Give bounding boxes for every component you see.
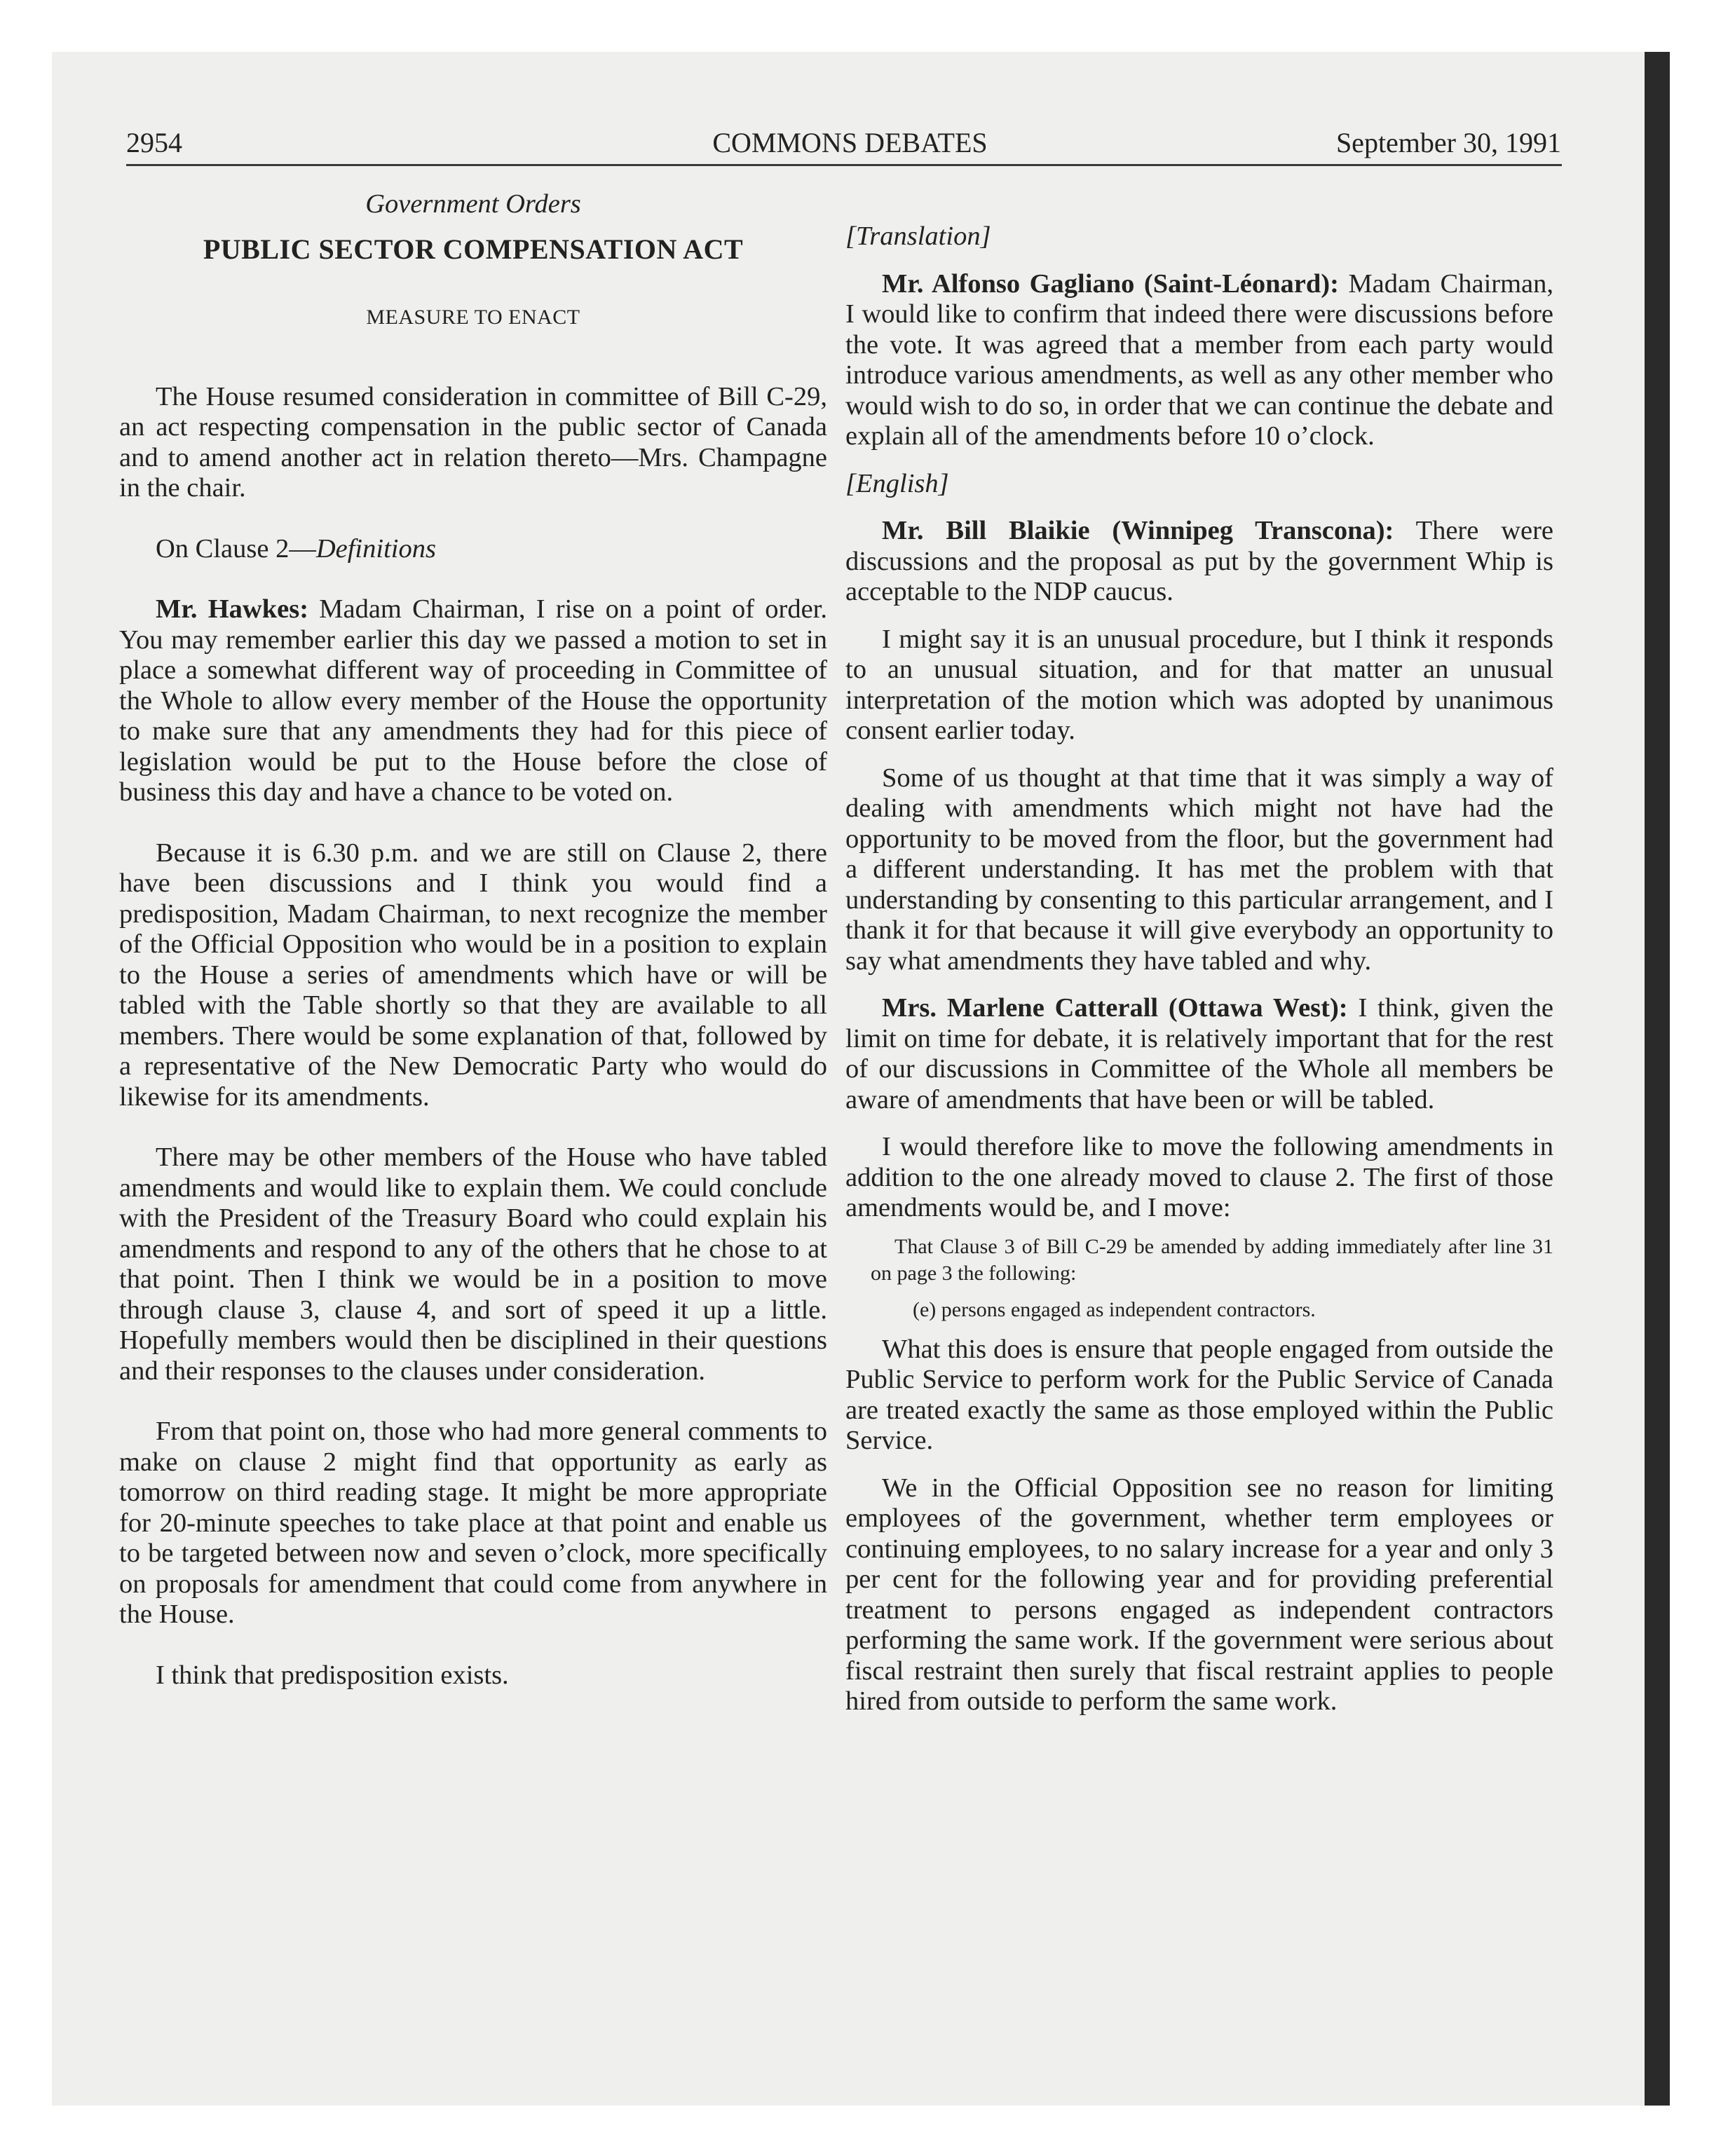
paragraph: Some of us thought at that time that it was simply a way of dealing with amendments which might not have had the opportunity to be moved from the floor, but the government had a different understanding. It has met the problem with that understanding by consenting to this particular arrangement, and I thank it for that because it will give everybody an opportunity to say what amendments they have tabled and why.	[845, 763, 1553, 976]
speaker-name: Mrs. Marlene Catterall (Ottawa West):	[882, 993, 1348, 1023]
paragraph: There may be other members of the House who have tabled amendments and would like to explain them. We could conclude with the President of the Treasury Board who could explain his amendments and respond to any of the others that he chose to at that point. Then I think we would be in a position to move through clause 3, clause 4, and sort of speed it up a little. Hopefully members would then be disciplined in their questions and their responses to the clauses under consideration.	[119, 1142, 827, 1386]
page-number: 2954	[126, 127, 182, 158]
header-rule	[126, 164, 1562, 166]
intro-paragraph: The House resumed consideration in committee of Bill C-29, an act respecting compensation in the public sector of Canada and to amend another act in relation thereto—Mrs. Champagne in the chair.	[119, 381, 827, 503]
amendment-item: (e) persons engaged as independent contractors.	[913, 1297, 1316, 1321]
paragraph: I might say it is an unusual procedure, but I think it responds to an unusual situation, and for that matter an unusual interpretation of the motion which was adopted by unanimous consent earlier today.	[845, 624, 1553, 745]
paragraph: I would therefore like to move the following amendments in addition to the one already moved to clause 2. The first of those amendments would be, and I move:	[845, 1132, 1553, 1222]
paragraph-blaikie: Mr. Bill Blaikie (Winnipeg Transcona): There were discussions and the proposal as put by the government Whip is acceptable to the NDP caucus.	[845, 516, 1553, 606]
paragraph: I think that predisposition exists.	[156, 1660, 509, 1690]
speaker-name: Mr. Alfonso Gagliano (Saint-Léonard):	[882, 268, 1339, 299]
paragraph-hawkes: Mr. Hawkes: Madam Chairman, I rise on a point of order. You may remember earlier this day we passed a motion to set in place a somewhat different way of proceeding in Committee of the Whole to allow every member of the House the opportunity to make sure that any amendments they had for this piece of legislation would be put to the House before the close of business this day and have a chance to be voted on.	[119, 594, 827, 807]
paragraph: Because it is 6.30 p.m. and we are still on Clause 2, there have been discussions and I think you would find a predisposition, Madam Chairman, to next recognize the member of the Official Opposition who would be in a position to explain to the House a series of amendments which have or will be tabled with the Table shortly so that they are available to all members. There would be some explanation of that, followed by a representative of the New Democratic Party who would do likewise for its amendments.	[119, 838, 827, 1112]
paragraph: We in the Official Opposition see no reason for limiting employees of the government, whether term employees or continuing employees, to no salary increase for a year and only 3 per cent for the following year and for providing preferential treatment to persons engaged as independent contractors performing the same work. If the government were serious about fiscal restraint then surely that fiscal restraint applies to people hired from outside to perform the same work.	[845, 1473, 1553, 1716]
bill-title: PUBLIC SECTOR COMPENSATION ACT	[203, 233, 744, 265]
language-marker: [English]	[845, 468, 949, 498]
speaker-name: Mr. Hawkes:	[156, 594, 309, 624]
header-date: September 30, 1991	[1335, 127, 1561, 158]
left-column	[119, 189, 827, 1721]
bill-subtitle: MEASURE TO ENACT	[366, 306, 580, 329]
right-column	[845, 189, 1553, 1734]
speaker-name: Mr. Bill Blaikie (Winnipeg Transcona):	[882, 516, 1394, 545]
scan-edge-bar	[1645, 52, 1670, 2106]
amendment-quote: That Clause 3 of Bill C-29 be amended by adding immediately after line 31 on page 3 the following:	[871, 1234, 1553, 1285]
paragraph: From that point on, those who had more general comments to make on clause 2 might find that opportunity as early as tomorrow on third reading stage. It might be more appropriate for 20-minute speeches to take place at that point and enable us to be targeted between now and seven o’clock, more specifically on proposals for amendment that could come from anywhere in the House.	[119, 1417, 827, 1629]
language-marker: [Translation]	[845, 221, 991, 251]
paragraph-gagliano: Mr. Alfonso Gagliano (Saint-Léonard): Madam Chairman, I would like to confirm that indeed there were discussions before the vote. It was agreed that a member from each party would introduce various amendments, as well as any other member who would wish to do so, in order that we can continue the debate and explain all of the amendments before 10 o’clock.	[845, 268, 1553, 451]
running-header-title: COMMONS DEBATES	[712, 127, 988, 158]
clause-heading: On Clause 2—Definitions	[156, 533, 436, 564]
section-heading: Government Orders	[365, 189, 581, 219]
paragraph-catterall: Mrs. Marlene Catterall (Ottawa West): I think, given the limit on time for debate, it is relatively important that for the rest of our discussions in Committee of the Whole all members be aware of amendments that have been or will be tabled.	[845, 993, 1553, 1114]
paragraph: What this does is ensure that people engaged from outside the Public Service to perform work for the Public Service of Canada are treated exactly the same as those employed within the Public Service.	[845, 1334, 1553, 1455]
